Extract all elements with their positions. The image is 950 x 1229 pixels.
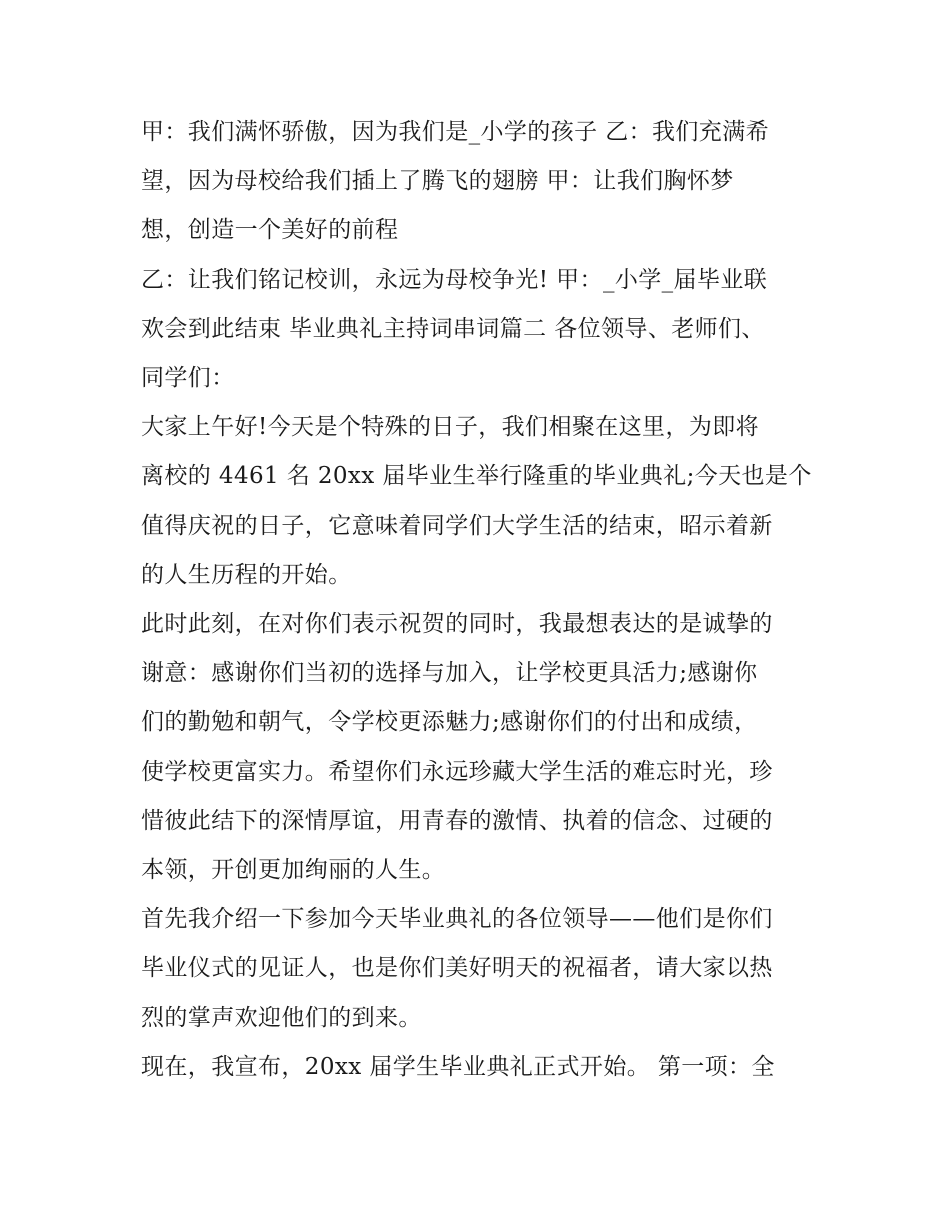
text-line: 离校的 4461 名 20xx 届毕业生举行隆重的毕业典礼;今天也是个 [141, 463, 812, 490]
text-line: 此时此刻，在对你们表示祝贺的同时，我最想表达的是诚挚的 [141, 611, 773, 638]
text-line: 的人生历程的开始。 [141, 561, 352, 588]
paragraph-4 [141, 600, 821, 895]
text-line: 望，因为母校给我们插上了腾飞的翅膀 甲：让我们胸怀梦 [141, 168, 734, 195]
text-line: 本领，开创更加绚丽的人生。 [141, 857, 446, 884]
text-line: 乙：让我们铭记校训，永远为母校争光! 甲：_小学_届毕业联 [141, 266, 768, 293]
text-line: 欢会到此结束 毕业典礼主持词串词篇二 各位领导、老师们、 [141, 315, 765, 342]
text-line: 首先我介绍一下参加今天毕业典礼的各位领导——他们是你们 [141, 906, 773, 933]
text-line: 同学们： [141, 365, 235, 392]
text-line: 毕业仪式的见证人，也是你们美好明天的祝福者，请大家以热 [141, 955, 773, 982]
text-line: 使学校更富实力。希望你们永远珍藏大学生活的难忘时光，珍 [141, 758, 773, 785]
document-body [141, 108, 821, 1092]
text-line: 大家上午好!今天是个特殊的日子，我们相聚在这里，为即将 [141, 414, 760, 441]
paragraph-5 [141, 895, 821, 1043]
paragraph-6 [141, 1043, 821, 1092]
paragraph-2 [141, 256, 821, 404]
paragraph-3 [141, 403, 821, 600]
text-line: 惜彼此结下的深情厚谊，用青春的激情、执着的信念、过硬的 [141, 807, 773, 834]
text-line: 烈的掌声欢迎他们的到来。 [141, 1004, 422, 1031]
text-line: 们的勤勉和朝气，令学校更添魅力;感谢你们的付出和成绩， [141, 709, 758, 736]
text-line: 值得庆祝的日子，它意味着同学们大学生活的结束，昭示着新 [141, 512, 773, 539]
text-line: 谢意：感谢你们当初的选择与加入，让学校更具活力;感谢你 [141, 660, 758, 687]
paragraph-1 [141, 108, 821, 256]
text-line: 甲：我们满怀骄傲，因为我们是_小学的孩子 乙：我们充满希 [141, 119, 770, 145]
text-line: 想，创造一个美好的前程 [141, 217, 399, 244]
text-line: 现在，我宣布，20xx 届学生毕业典礼正式开始。 第一项：全 [141, 1053, 775, 1080]
